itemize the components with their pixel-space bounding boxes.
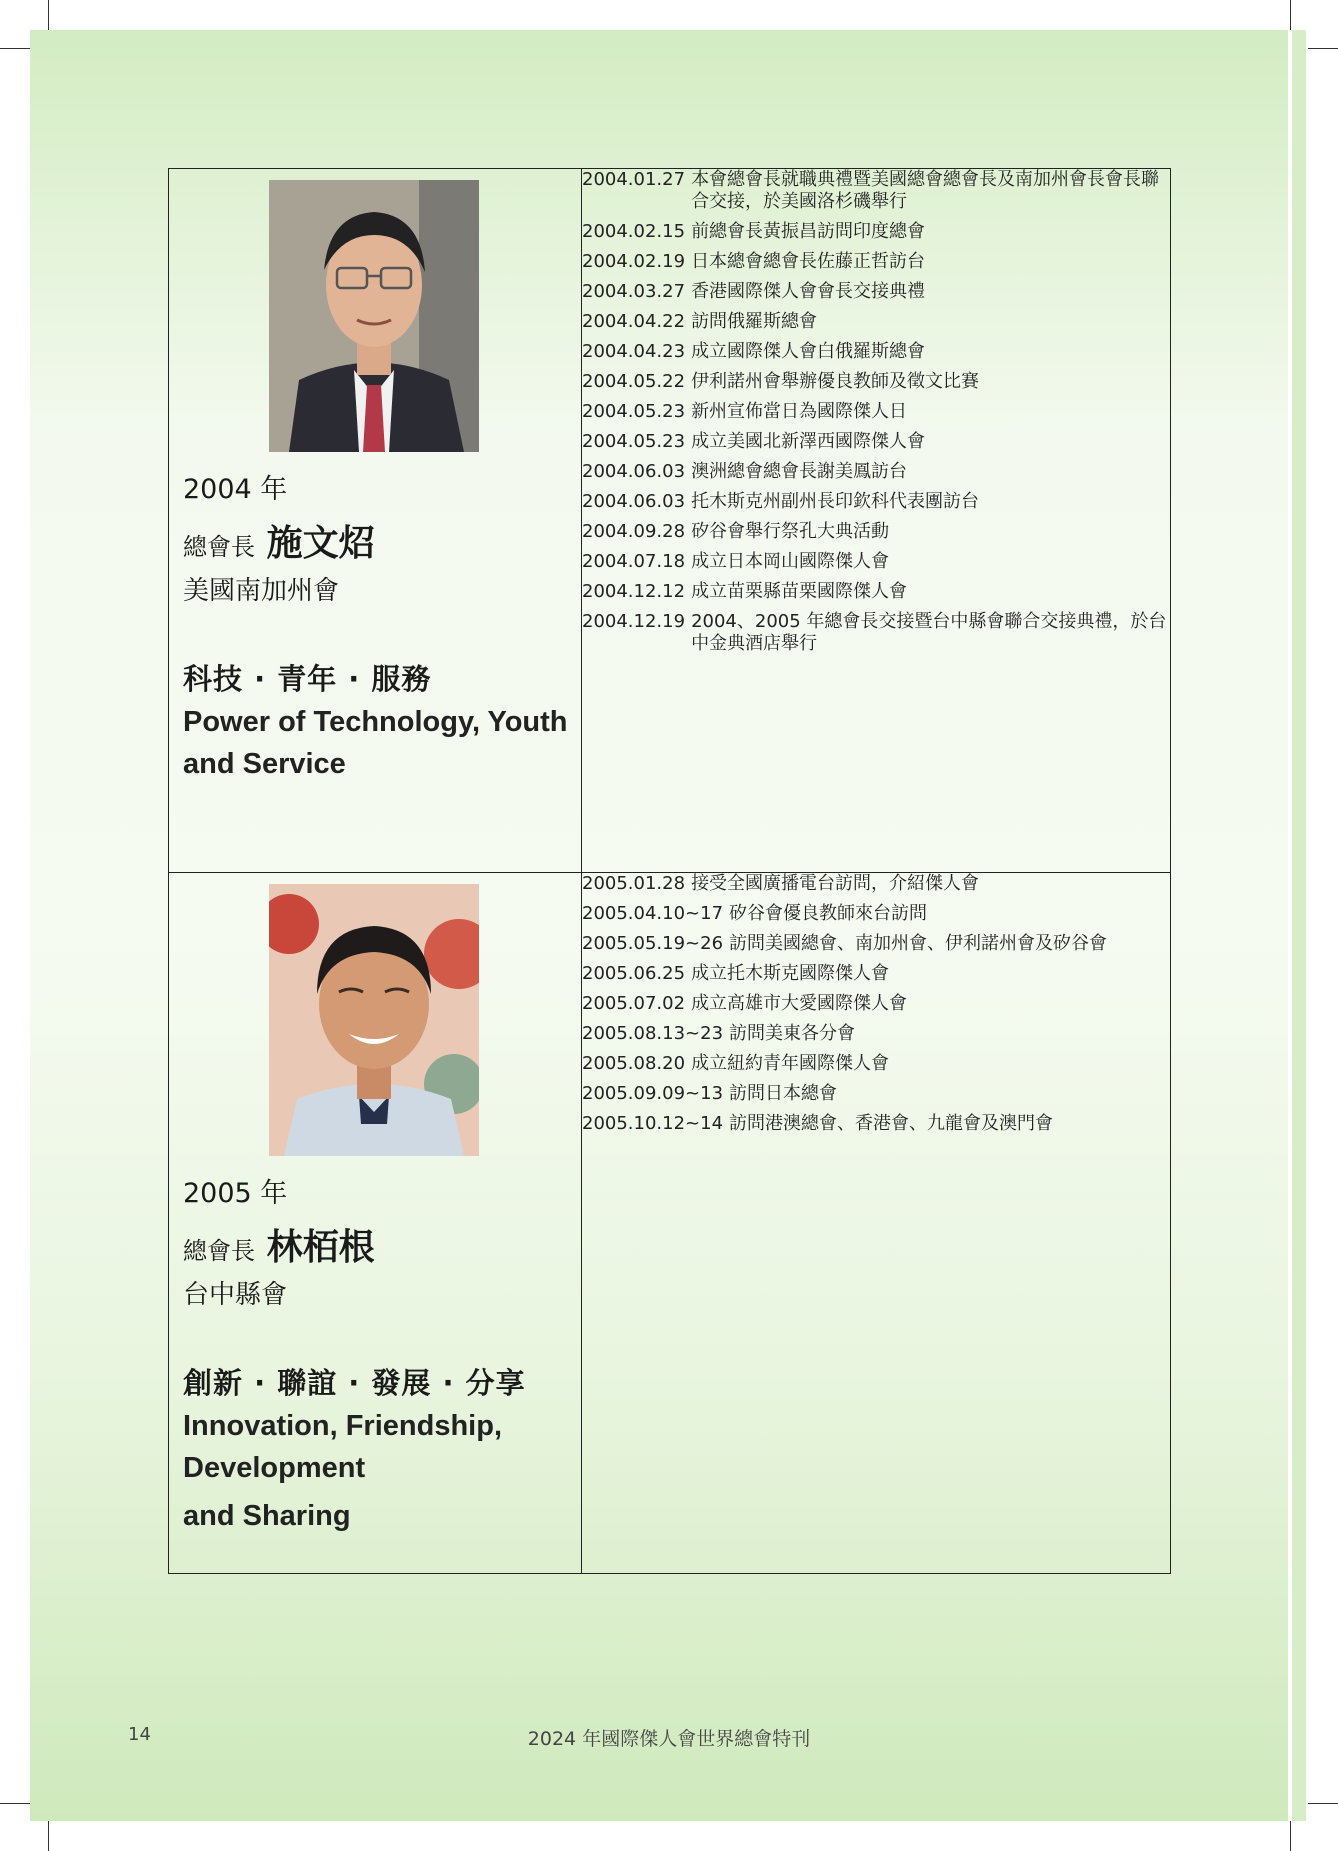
event-date: 2004.06.03 [582,491,686,512]
event-text: 前總會長黃振昌訪問印度總會 [691,221,926,242]
event-item [582,611,1170,655]
president-portrait-photo [269,180,479,452]
term-year: 2005 年 [183,1178,288,1209]
event-text: 澳洲總會總會長謝美鳳訪台 [691,461,908,482]
event-date: 2004.02.15 [582,221,686,242]
crop-mark [0,48,30,49]
event-date: 2004.03.27 [582,281,686,302]
event-date: 2005.08.13~23 [582,1023,724,1044]
events-cell [582,169,1171,873]
event-text: 新州宣佈當日為國際傑人日 [691,401,908,422]
portrait-illustration [269,884,479,1156]
motto-english-line: and Sharing [183,1500,351,1532]
event-text: 2004、2005 年總會長交接暨台中縣會聯合交接典禮，於台中金典酒店舉行 [691,611,1167,654]
table-row [169,873,1171,1574]
event-text: 訪問日本總會 [729,1083,838,1104]
event-date: 2005.01.28 [582,873,686,894]
event-item [582,1053,1170,1075]
event-text: 接受全國廣播電台訪問，介紹傑人會 [691,873,980,894]
event-date: 2004.07.18 [582,551,686,572]
president-name: 林栢根 [266,1227,375,1268]
crop-mark [1308,1803,1338,1804]
crop-mark [48,1821,49,1851]
event-text: 成立紐約青年國際傑人會 [691,1053,890,1074]
event-text: 成立美國北新澤西國際傑人會 [691,431,926,452]
event-date: 2004.04.22 [582,311,686,332]
crop-mark [0,1803,30,1804]
event-text: 成立高雄市大愛國際傑人會 [691,993,908,1014]
event-item [582,311,1170,333]
motto-english-line: Power of Technology, Youth [183,706,568,738]
event-date: 2004.02.19 [582,251,686,272]
chapter-name: 美國南加州會 [183,576,340,606]
events-cell [582,873,1171,1574]
term-year: 2004 年 [183,474,288,505]
event-text: 成立國際傑人會白俄羅斯總會 [691,341,926,362]
event-date: 2004.05.22 [582,371,686,392]
event-item [582,341,1170,363]
president-profile-cell [169,873,582,1574]
event-text: 矽谷會優良教師來台訪問 [729,903,928,924]
event-item [582,371,1170,393]
event-date: 2004.06.03 [582,461,686,482]
chapter-name: 台中縣會 [183,1280,288,1310]
page-edge-strip [1292,30,1306,1821]
motto-english-line: Development [183,1452,366,1484]
event-item [582,1083,1170,1105]
motto-english-line: Innovation, Friendship, [183,1410,502,1442]
event-text: 訪問港澳總會、香港會、九龍會及澳門會 [729,1113,1054,1134]
event-item [582,401,1170,423]
crop-mark [48,0,49,30]
event-text: 成立苗栗縣苗栗國際傑人會 [691,581,908,602]
president-name: 施文炤 [266,523,375,564]
event-date: 2005.10.12~14 [582,1113,724,1134]
event-item [582,251,1170,273]
event-text: 本會總會長就職典禮暨美國總會總會長及南加州會長會長聯合交接，於美國洛杉磯舉行 [691,169,1160,212]
crop-mark [1290,1821,1291,1851]
event-item [582,431,1170,453]
role-label: 總會長 [183,533,255,561]
event-date: 2004.05.23 [582,401,686,422]
role-label: 總會長 [183,1237,255,1265]
president-profile-cell [169,169,582,873]
event-item [582,963,1170,985]
motto-english-line: and Service [183,748,346,780]
event-text: 伊利諾州會舉辦優良教師及徵文比賽 [691,371,980,392]
event-item [582,581,1170,603]
event-text: 訪問美東各分會 [729,1023,856,1044]
event-item [582,169,1170,213]
event-text: 訪問俄羅斯總會 [691,311,818,332]
event-date: 2004.12.19 [582,611,686,632]
event-date: 2005.06.25 [582,963,686,984]
event-date: 2005.09.09~13 [582,1083,724,1104]
crop-mark [1290,0,1291,30]
event-date: 2004.05.23 [582,431,686,452]
event-date: 2005.08.20 [582,1053,686,1074]
event-item [582,933,1170,955]
event-item [582,1023,1170,1045]
crop-mark [1308,48,1338,49]
event-item [582,551,1170,573]
event-date: 2005.04.10~17 [582,903,724,924]
event-date: 2005.07.02 [582,993,686,1014]
event-item [582,281,1170,303]
president-portrait-photo [269,884,479,1156]
event-date: 2004.01.27 [582,169,686,190]
event-date: 2004.09.28 [582,521,686,542]
portrait-illustration [269,180,479,452]
event-item [582,903,1170,925]
president-title [183,1224,581,1275]
publication-title: 2024 年國際傑人會世界總會特刊 [527,1728,811,1750]
motto-chinese: 創新 · 聯誼 · 發展 · 分享 [183,1366,526,1400]
event-text: 訪問美國總會、南加州會、伊利諾州會及矽谷會 [729,933,1108,954]
event-text: 矽谷會舉行祭孔大典活動 [691,521,890,542]
event-item [582,491,1170,513]
motto-chinese: 科技 · 青年 · 服務 [183,662,432,696]
event-item [582,521,1170,543]
event-date: 2005.05.19~26 [582,933,724,954]
event-item [582,993,1170,1015]
event-date: 2004.12.12 [582,581,686,602]
event-text: 成立日本岡山國際傑人會 [691,551,890,572]
event-item [582,1113,1170,1135]
page-number: 14 [128,1724,151,1745]
event-date: 2004.04.23 [582,341,686,362]
event-text: 日本總會總會長佐藤正哲訪台 [691,251,926,272]
event-text: 香港國際傑人會會長交接典禮 [691,281,926,302]
event-item [582,873,1170,895]
president-events-table [168,168,1171,1574]
event-item [582,461,1170,483]
event-text: 托木斯克州副州長印欽科代表團訪台 [691,491,980,512]
event-text: 成立托木斯克國際傑人會 [691,963,890,984]
president-title [183,520,581,571]
table-row [169,169,1171,873]
event-item [582,221,1170,243]
